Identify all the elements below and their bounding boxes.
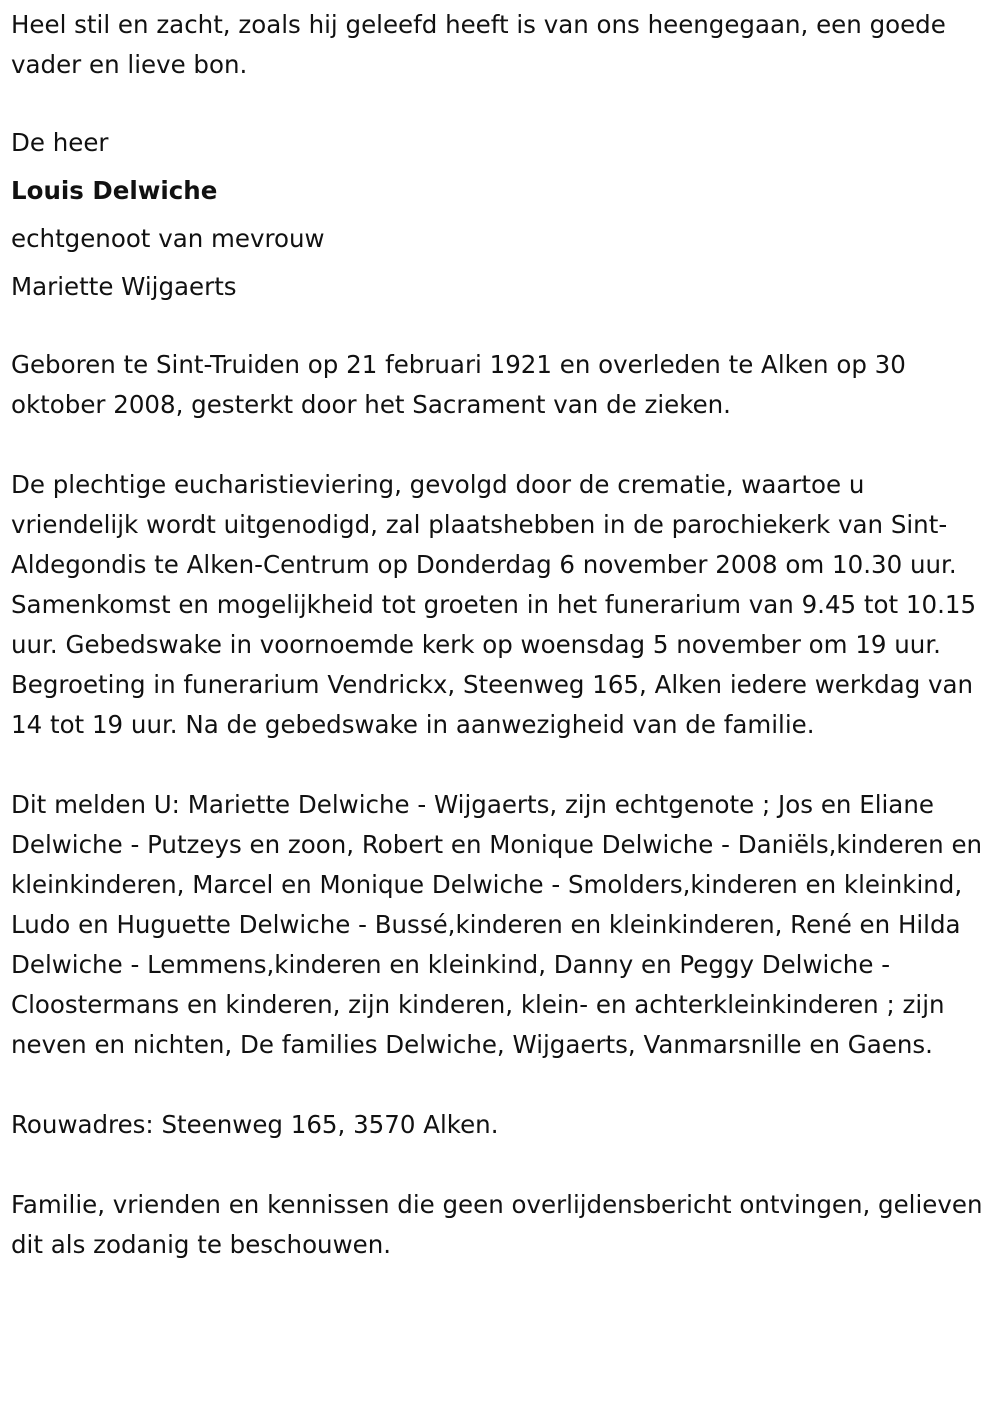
spouse-name: Mariette Wijgaerts (11, 272, 237, 301)
mourning-address: Rouwadres: Steenweg 165, 3570 Alken. (11, 1110, 499, 1139)
spacer (11, 1065, 991, 1105)
closing-text: Familie, vrienden en kennissen die geen overlijdensbericht ontvingen, gelieven dit als zodanig te beschouwen. (11, 1190, 983, 1259)
intro-text: Heel stil en zacht, zoals hij geleefd heeft is van ons heengegaan, een goede vader en lieve bon. (11, 10, 946, 79)
birth-death-text: Geboren te Sint-Truiden op 21 februari 1921 en overleden te Alken op 30 oktober 2008, gesterkt door het Sacrament van de zieken. (11, 350, 906, 419)
spouse-intro: echtgenoot van mevrouw (11, 224, 325, 253)
spacer (11, 745, 991, 785)
spacer (11, 311, 991, 345)
spacer (11, 425, 991, 465)
family-text: Dit melden U: Mariette Delwiche - Wijgaerts, zijn echtgenote ; Jos en Eliane Delwiche - Putzeys en zoon, Robert en Monique Delwiche - Daniëls,kinderen en kleinkinderen, Marcel en Monique Delwiche - Smolders,kinderen en kleinkind, Ludo en Huguette Delwiche - Bussé,kinderen en kleinkinderen, René en Hilda Delwiche - Lemmens,kinderen en kleinkind, Danny en Peggy Delwiche - Cloostermans en kinderen, zijn kinderen, klein- en achterkleinkinderen ; zijn neven en nichten, De families Delwiche, Wijgaerts, Vanmarsnille en Gaens. (11, 790, 983, 1059)
deceased-name: Louis Delwiche (11, 176, 218, 205)
obituary-notice (11, 5, 991, 1265)
ceremony-text: De plechtige eucharistieviering, gevolgd door de crematie, waartoe u vriendelijk wordt uitgenodigd, zal plaatshebben in de parochiekerk van Sint-Aldegondis te Alken-Centrum op Donderdag 6 november 2008 om 10.30 uur. Samenkomst en mogelijkheid tot groeten in het funerarium van 9.45 tot 10.15 uur. Gebedswake in voornoemde kerk op woensdag 5 november om 19 uur. Begroeting in funerarium Vendrickx, Steenweg 165, Alken iedere werkdag van 14 tot 19 uur. Na de gebedswake in aanwezigheid van de familie. (11, 470, 977, 739)
spacer (11, 1145, 991, 1185)
honorific: De heer (11, 128, 109, 157)
